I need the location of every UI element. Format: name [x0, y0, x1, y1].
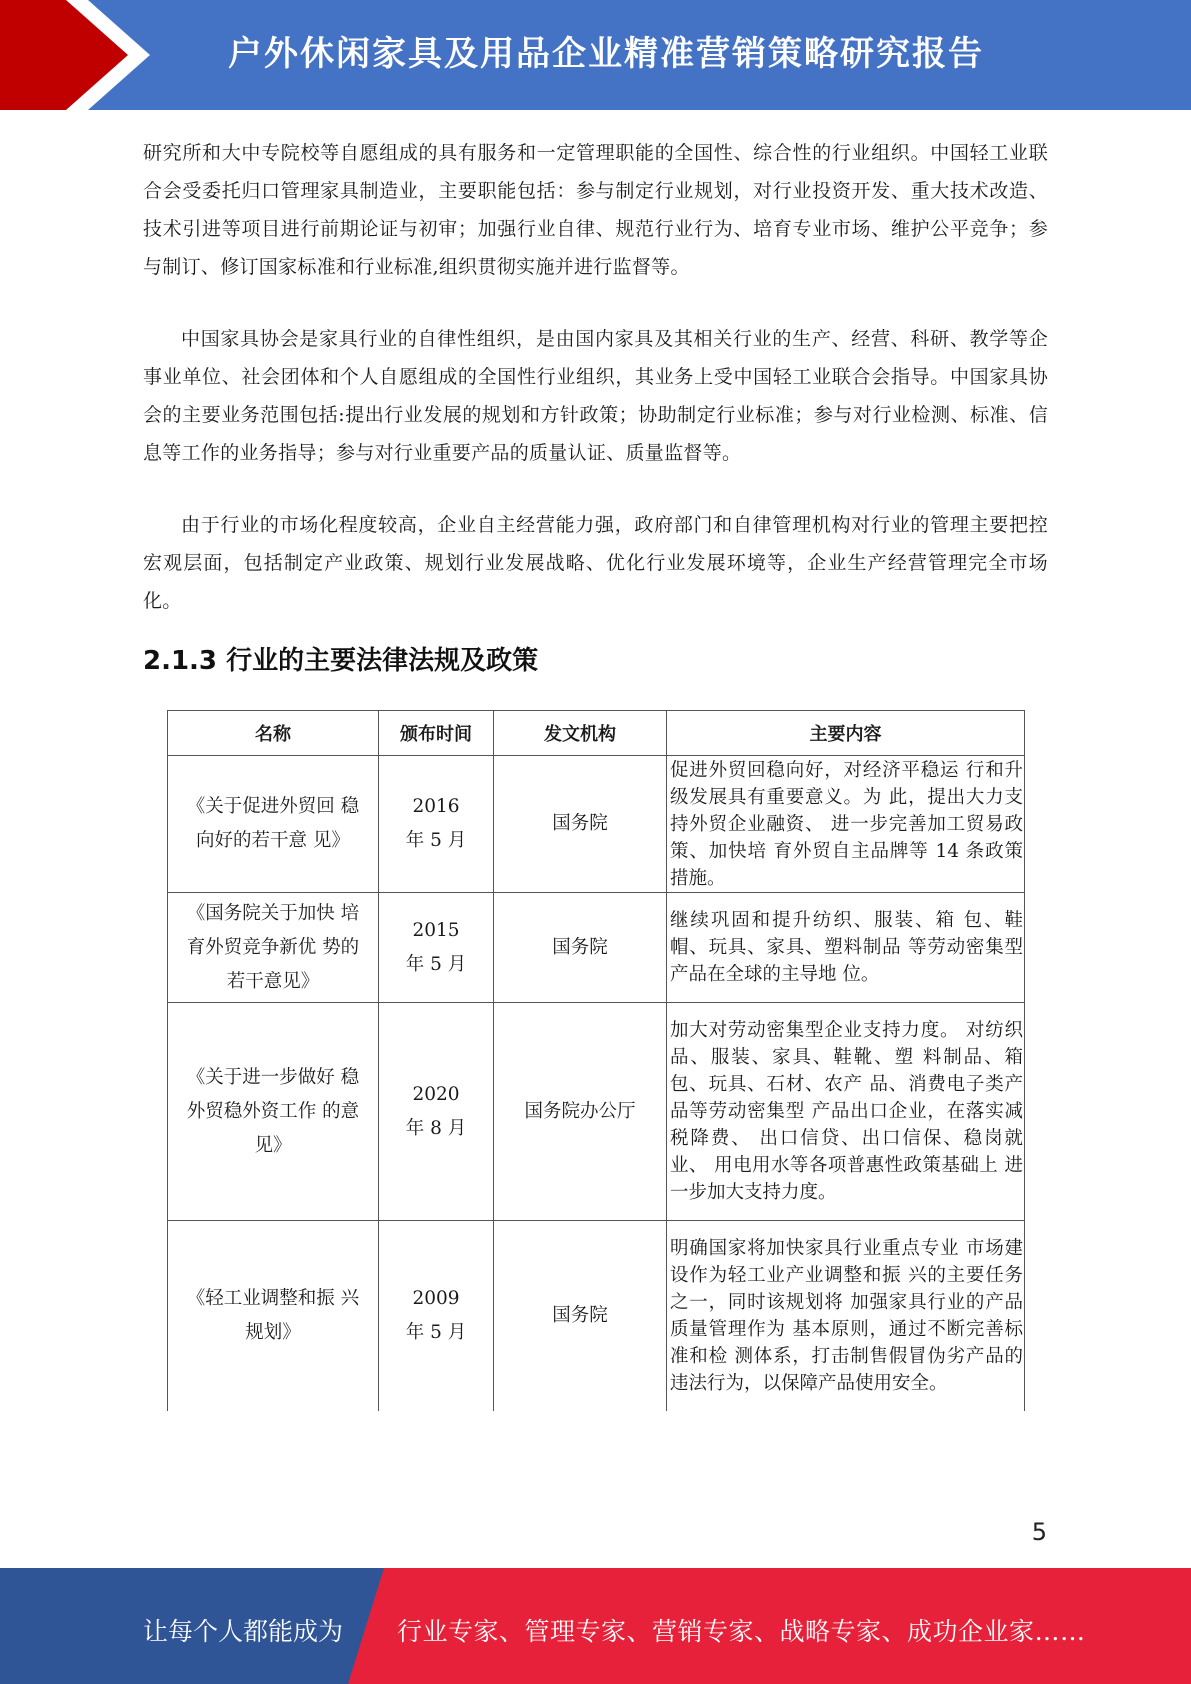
header-arrow-graphic [0, 0, 160, 110]
policy-content: 明确国家将加快家具行业重点专业 市场建设作为轻工业产业调整和振 兴的主要任务之一，同时该规划将 加强家具行业的产品质量管理作为 基本原则，通过不断完善标准和检 测体系，打击制售假冒伪劣产品的 违法行为，以保障产品使用安全。 [667, 1221, 1025, 1411]
table-row [168, 893, 1025, 1003]
table-row [168, 1221, 1025, 1411]
page-footer [0, 1568, 1191, 1684]
policy-date: 2016 年 5 月 [379, 756, 494, 893]
body-text [143, 134, 1048, 654]
paragraph-1: 研究所和大中专院校等自愿组成的具有服务和一定管理职能的全国性、综合性的行业组织。中国轻工业联合会受委托归口管理家具制造业，主要职能包括：参与制定行业规划，对行业投资开发、重大技术改造、技术引进等项目进行前期论证与初审；加强行业自律、规范行业行为、培育专业市场、维护公平竞争；参与制订、修订国家标准和行业标准,组织贯彻实施并进行监督等。 [143, 142, 1048, 278]
policy-content: 加大对劳动密集型企业支持力度。 对纺织品、服装、家具、鞋靴、塑 料制品、箱包、玩具、石材、农产 品、消费电子类产品等劳动密集型 产品出口企业，在落实减税降费、 出口信贷、出口信保、稳岗就业、 用电用水等各项普惠性政策基础上 进一步加大支持力度。 [667, 1003, 1025, 1221]
header-arrow-red [0, 0, 128, 110]
table-header-row [168, 711, 1025, 756]
page-header [0, 0, 1191, 110]
policy-table [167, 710, 1025, 1411]
column-header-content: 主要内容 [667, 711, 1025, 756]
section-heading: 2.1.3 行业的主要法律法规及政策 [143, 646, 539, 676]
policy-content: 促进外贸回稳向好，对经济平稳运 行和升级发展具有重要意义。为 此，提出大力支持外贸企业融资、 进一步完善加工贸易政策、加快培 育外贸自主品牌等 14 条政策措施。 [667, 756, 1025, 893]
policy-content: 继续巩固和提升纺织、服装、箱 包、鞋帽、玩具、家具、塑料制品 等劳动密集型产品在全球的主导地 位。 [667, 893, 1025, 1003]
paragraph-3: 由于行业的市场化程度较高，企业自主经营能力强，政府部门和自律管理机构对行业的管理主要把控宏观层面，包括制定产业政策、规划行业发展战略、优化行业发展环境等，企业生产经营管理完全市场化。 [143, 514, 1048, 612]
policy-name: 《关于进一步做好 稳外贸稳外资工作 的意见》 [168, 1003, 379, 1221]
policy-date: 2020 年 8 月 [379, 1003, 494, 1221]
policy-org: 国务院 [494, 1221, 667, 1411]
policy-org: 国务院 [494, 893, 667, 1003]
policy-date: 2015 年 5 月 [379, 893, 494, 1003]
table-row [168, 1003, 1025, 1221]
policy-date: 2009 年 5 月 [379, 1221, 494, 1411]
footer-slogan-right: 行业专家、管理专家、营销专家、战略专家、成功企业家…… [397, 1617, 1086, 1646]
policy-name: 《轻工业调整和振 兴规划》 [168, 1221, 379, 1411]
policy-name: 《国务院关于加快 培育外贸竞争新优 势的若干意见》 [168, 893, 379, 1003]
policy-org: 国务院办公厅 [494, 1003, 667, 1221]
page-number: 5 [1031, 1518, 1047, 1546]
column-header-name: 名称 [168, 711, 379, 756]
column-header-org: 发文机构 [494, 711, 667, 756]
footer-slogan-left: 让每个人都能成为 [143, 1617, 344, 1646]
paragraph-2: 中国家具协会是家具行业的自律性组织，是由国内家具及其相关行业的生产、经营、科研、教学等企事业单位、社会团体和个人自愿组成的全国性行业组织，其业务上受中国轻工业联合会指导。中国家具协会的主要业务范围包括:提出行业发展的规划和方针政策；协助制定行业标准；参与对行业检测、标准、信息等工作的业务指导；参与对行业重要产品的质量认证、质量监督等。 [143, 328, 1048, 464]
policy-name: 《关于促进外贸回 稳向好的若干意 见》 [168, 756, 379, 893]
policy-org: 国务院 [494, 756, 667, 893]
column-header-date: 颁布时间 [379, 711, 494, 756]
report-title: 户外休闲家具及用品企业精准营销策略研究报告 [228, 34, 984, 74]
table-row [168, 756, 1025, 893]
